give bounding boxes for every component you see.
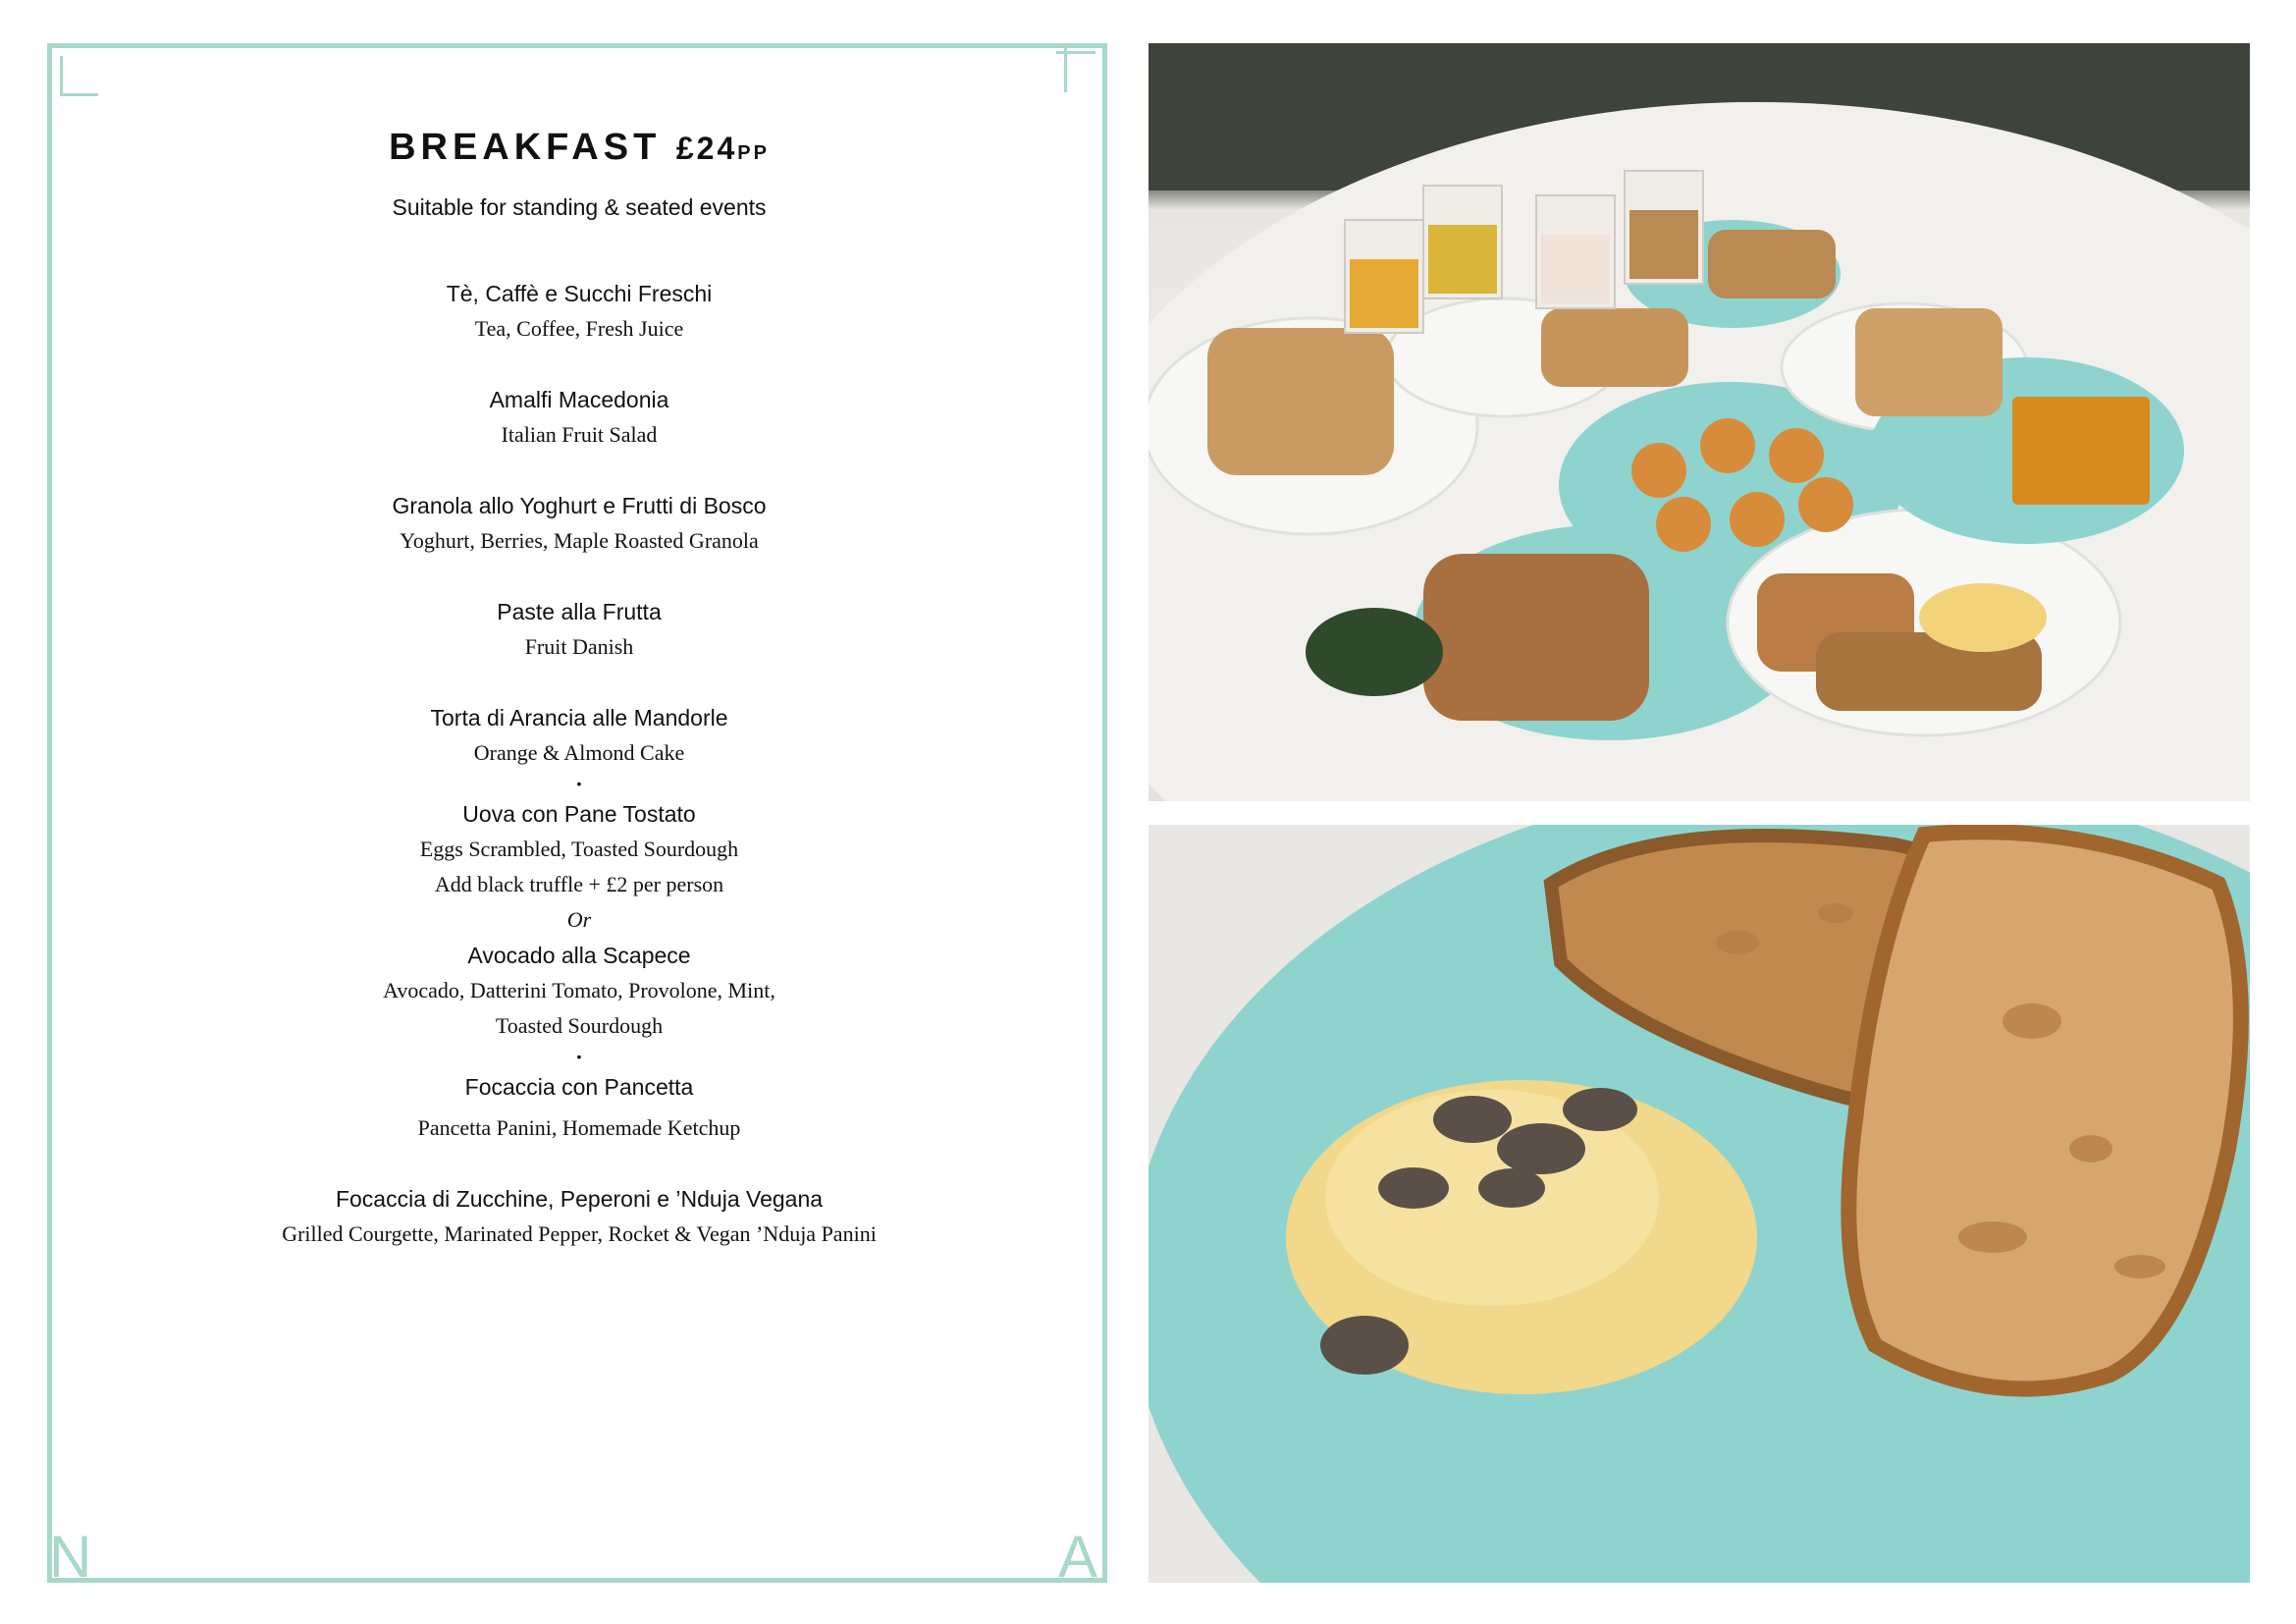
monogram-n: N <box>49 1524 92 1590</box>
separator-dot: • <box>576 1049 582 1064</box>
eggs-truffle-photo <box>1148 825 2250 1583</box>
menu-item <box>147 382 1011 453</box>
menu-item-desc: Grilled Courgette, Marinated Pepper, Rocket & Vegan ’Nduja Panini <box>282 1221 877 1246</box>
menu-item-name: Focaccia di Zucchine, Peperoni e ’Nduja Vegana <box>335 1186 824 1212</box>
separator-dot: • <box>576 776 582 791</box>
menu-item <box>147 700 1011 771</box>
menu-item-desc: Avocado, Datterini Tomato, Provolone, Mint, <box>383 978 775 1002</box>
menu-subtitle: Suitable for standing & seated events <box>392 194 767 220</box>
menu-item-desc: Eggs Scrambled, Toasted Sourdough <box>419 837 739 861</box>
menu-item-desc: Fruit Danish <box>524 634 634 659</box>
menu-item-extra: Add black truffle + £2 per person <box>434 872 724 896</box>
menu-item <box>147 488 1011 559</box>
breakfast-spread-photo <box>1148 43 2250 801</box>
menu-item-name: Uova con Pane Tostato <box>462 801 696 827</box>
frame-corner-ornament <box>1056 43 1107 92</box>
menu-item <box>147 1181 1011 1252</box>
menu-item-name: Torta di Arancia alle Mandorle <box>430 705 728 731</box>
breakfast-spread-illustration <box>1148 43 2250 801</box>
menu-item-desc: Toasted Sourdough <box>495 1013 664 1038</box>
menu-item-name: Avocado alla Scapece <box>467 943 691 968</box>
menu-item-eggs <box>147 796 1011 902</box>
menu-price-unit: PP <box>737 142 770 164</box>
menu-item-desc: Pancetta Panini, Homemade Ketchup <box>417 1115 741 1140</box>
menu-items <box>147 276 1011 1252</box>
menu-price: £24 <box>675 131 738 166</box>
menu-item-avocado <box>147 938 1011 1044</box>
menu-item-name: Tè, Caffè e Succhi Freschi <box>446 281 713 306</box>
frame-corner-ornament <box>47 43 94 92</box>
menu-title <box>147 118 1011 183</box>
menu-item-name: Focaccia con Pancetta <box>464 1074 694 1100</box>
or-label: Or <box>566 907 592 932</box>
menu-item-name: Granola allo Yoghurt e Frutti di Bosco <box>392 493 767 518</box>
menu-item-name: Amalfi Macedonia <box>489 387 669 412</box>
menu-item-desc: Italian Fruit Salad <box>501 422 658 447</box>
menu-item <box>147 594 1011 665</box>
menu-item-desc: Orange & Almond Cake <box>473 740 685 765</box>
breakfast-menu <box>147 118 1011 1287</box>
menu-item-name: Paste alla Frutta <box>497 599 662 624</box>
eggs-truffle-illustration <box>1148 825 2250 1583</box>
menu-item <box>147 1069 1011 1146</box>
monogram-a: A <box>1058 1524 1098 1590</box>
menu-item <box>147 276 1011 347</box>
menu-item-desc: Tea, Coffee, Fresh Juice <box>474 316 684 341</box>
menu-title-text: BREAKFAST <box>389 127 662 168</box>
menu-item-desc: Yoghurt, Berries, Maple Roasted Granola <box>400 528 759 553</box>
